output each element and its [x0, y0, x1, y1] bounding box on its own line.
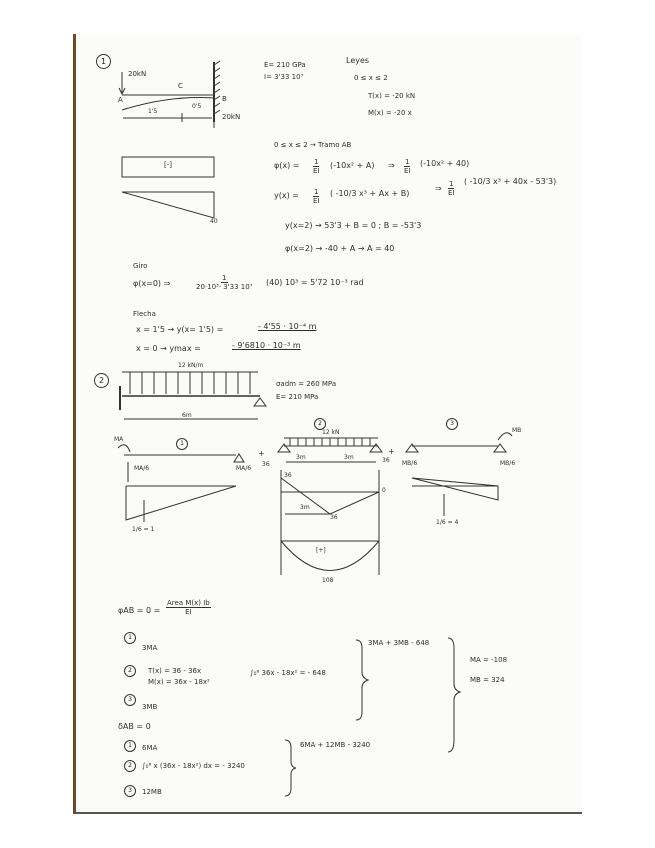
p1-range2: 0 ≤ x ≤ 2 → Tramo AB: [274, 141, 352, 149]
p2-right-support: [254, 398, 266, 406]
p1-y-mid: ( -10/3 x³ + Ax + B): [330, 189, 410, 198]
eq2-item3: 12MB: [142, 788, 162, 796]
p1-prop-e: E= 210 GPa: [264, 61, 306, 69]
eq2-item1: 6MA: [142, 744, 158, 752]
case2-mid: 3m: [300, 504, 310, 511]
giro-num: 1: [222, 274, 227, 282]
eq2-item1-num: 1: [124, 740, 136, 752]
p1-phi-lhs: φ(x) =: [274, 161, 300, 170]
p1-moment-val: 40: [210, 218, 218, 225]
p1-flecha-title: Flecha: [133, 310, 156, 318]
giro-den: 20·10³· 3'33 10⁷: [196, 283, 253, 291]
p1-flecha2: x = 0 → ymax =: [136, 344, 201, 353]
p2-prop-s: σadm = 260 MPa: [276, 380, 337, 388]
p1-phi-frac: [313, 158, 320, 175]
frac-num: 1: [449, 180, 454, 188]
p1-bc2: φ(x=2) → -40 + A → A = 40: [285, 244, 395, 253]
case2-v1: 36: [284, 472, 292, 479]
c3-left-support: [406, 444, 418, 452]
plus-2: +: [388, 447, 395, 456]
p1-leyes-title: Leyes: [346, 56, 370, 65]
eq1-frac: [166, 599, 211, 616]
p1-flecha1-val: - 4'55 · 10⁻⁴ m: [258, 322, 317, 331]
case1-note: 1/6 = 1: [132, 526, 155, 533]
c2-shear-diagram: [281, 478, 379, 514]
p1-shear-sign: [-]: [164, 161, 172, 169]
p1-label-a: A: [118, 96, 123, 104]
p1-giro-title: Giro: [133, 262, 148, 270]
brace-2: [448, 638, 460, 752]
p1-shear-law: T(x) = -20 kN: [368, 92, 416, 100]
brace-3: [285, 740, 296, 796]
case2-ra: 36: [262, 461, 270, 468]
p2-load-arrows: [130, 372, 250, 394]
case3-note: 1/6 = 4: [436, 519, 459, 526]
case3-rb: MB/6: [500, 460, 516, 467]
plus-1: +: [258, 449, 265, 458]
p2-span: 6m: [182, 412, 192, 419]
p1-y-rhs: ( -10/3 x³ + 40x - 53'3): [464, 177, 557, 186]
eq1-integral: ∫₀⁶ 36x - 18x² = - 648: [250, 669, 326, 677]
c2-moment-parabola: [281, 541, 379, 571]
eq1-item3: 3MB: [142, 703, 158, 711]
c1-moment-arc: [118, 445, 130, 452]
c3-moment-arc: [498, 433, 512, 440]
p1-phi-mid: (-10x² + A): [330, 161, 375, 170]
brace-1: [356, 640, 368, 720]
eq1-num: Area M(x) Ib: [167, 599, 210, 607]
eq1-item2: T(x) = 36 - 36x M(x) = 36x - 18x²: [148, 667, 210, 686]
eq1-den: EI: [185, 608, 192, 616]
p1-moment-law: M(x) = -20 x: [368, 109, 412, 117]
p1-phi-rhs: (-10x² + 40): [420, 159, 470, 168]
c1-moment-diagram: [126, 486, 236, 520]
case3-mb: MB: [512, 427, 522, 434]
c2-right-support: [370, 444, 382, 452]
eq2-lhs: δAB = 0: [118, 722, 151, 731]
case2-rb: 36: [382, 457, 390, 464]
c2-left-support: [278, 444, 290, 452]
p1-flecha1: x = 1'5 → y(x= 1'5) =: [136, 325, 224, 334]
case2-number: 2: [314, 418, 326, 430]
frac-den: EI: [313, 167, 320, 175]
p1-len2: 0'5: [192, 103, 202, 110]
eq2-item3-num: 3: [124, 785, 136, 797]
c3-right-support: [494, 444, 506, 452]
result-mb: MB = 324: [470, 676, 505, 684]
result-ma: MA = -108: [470, 656, 508, 664]
eq1-item2-num: 2: [124, 665, 136, 677]
p1-flecha2-val: - 9'6810 · 10⁻³ m: [232, 341, 301, 350]
frac-num: 1: [314, 158, 319, 166]
frac-num: 1: [314, 188, 319, 196]
case1-rb: MA/6: [236, 465, 252, 472]
eq2-sum: 6MA + 12MB - 3240: [300, 741, 371, 749]
p1-label-b: B: [222, 95, 227, 103]
p1-label-c: C: [178, 82, 183, 90]
eq1-sum: 3MA + 3MB - 648: [368, 639, 430, 647]
c3-moment-diagram: [412, 478, 498, 500]
p1-bc1: y(x=2) → 53'3 + B = 0 ; B = -53'3: [285, 221, 422, 230]
frac-num: 1: [405, 158, 410, 166]
p2-number: 2: [94, 373, 109, 388]
p2-prop-e: E= 210 MPa: [276, 393, 319, 401]
case1-ra: MA/6: [134, 465, 150, 472]
p1-moment-diagram: [122, 192, 214, 218]
case1-number: 1: [176, 438, 188, 450]
p1-load: 20kN: [128, 70, 147, 78]
p1-phi-frac2: [404, 158, 411, 175]
case3-ra: MB/6: [402, 460, 418, 467]
p2-load: 12 kN/m: [178, 362, 204, 369]
p1-prop-i: I= 3'33 10⁷: [264, 73, 304, 81]
p1-giro-frac: [196, 274, 253, 291]
case2-v2: 36: [330, 514, 338, 521]
p1-number: 1: [96, 54, 111, 69]
p1-y-frac2: [448, 180, 455, 197]
case1-ma: MA: [114, 436, 124, 443]
frac-den: EI: [404, 167, 411, 175]
case2-moment: 108: [322, 577, 334, 584]
p1-giro-lhs: φ(x=0) ⇒: [133, 279, 171, 288]
p1-y-arrow: ⇒: [435, 184, 442, 193]
p1-y-lhs: y(x) =: [274, 191, 299, 200]
case2-sign: [+]: [316, 547, 326, 554]
p1-len1: 1'5: [148, 108, 158, 115]
p1-giro-rhs: (40) 10³ = 5'72 10⁻³ rad: [266, 278, 364, 287]
c2-load-arrows: [290, 438, 370, 446]
case3-number: 3: [446, 418, 458, 430]
case2-right: 3m: [344, 454, 354, 461]
p1-range: 0 ≤ x ≤ 2: [354, 74, 388, 82]
frac-den: EI: [313, 197, 320, 205]
p1-phi-arrow: ⇒: [388, 161, 395, 170]
frac-den: EI: [448, 189, 455, 197]
eq2-item2: ∫₀⁶ x (36x - 18x²) dx = - 3240: [142, 762, 245, 770]
eq1-lhs: φAB = 0 =: [118, 606, 161, 615]
case2-left: 3m: [296, 454, 306, 461]
eq1-item3-num: 3: [124, 694, 136, 706]
case2-load: 12 kN: [322, 429, 340, 436]
p1-reaction: 20kN: [222, 113, 241, 121]
case2-v3: 0: [382, 487, 386, 494]
eq2-item2-num: 2: [124, 760, 136, 772]
p1-y-frac: [313, 188, 320, 205]
eq1-item1-num: 1: [124, 632, 136, 644]
eq1-item1: 3MA: [142, 644, 158, 652]
